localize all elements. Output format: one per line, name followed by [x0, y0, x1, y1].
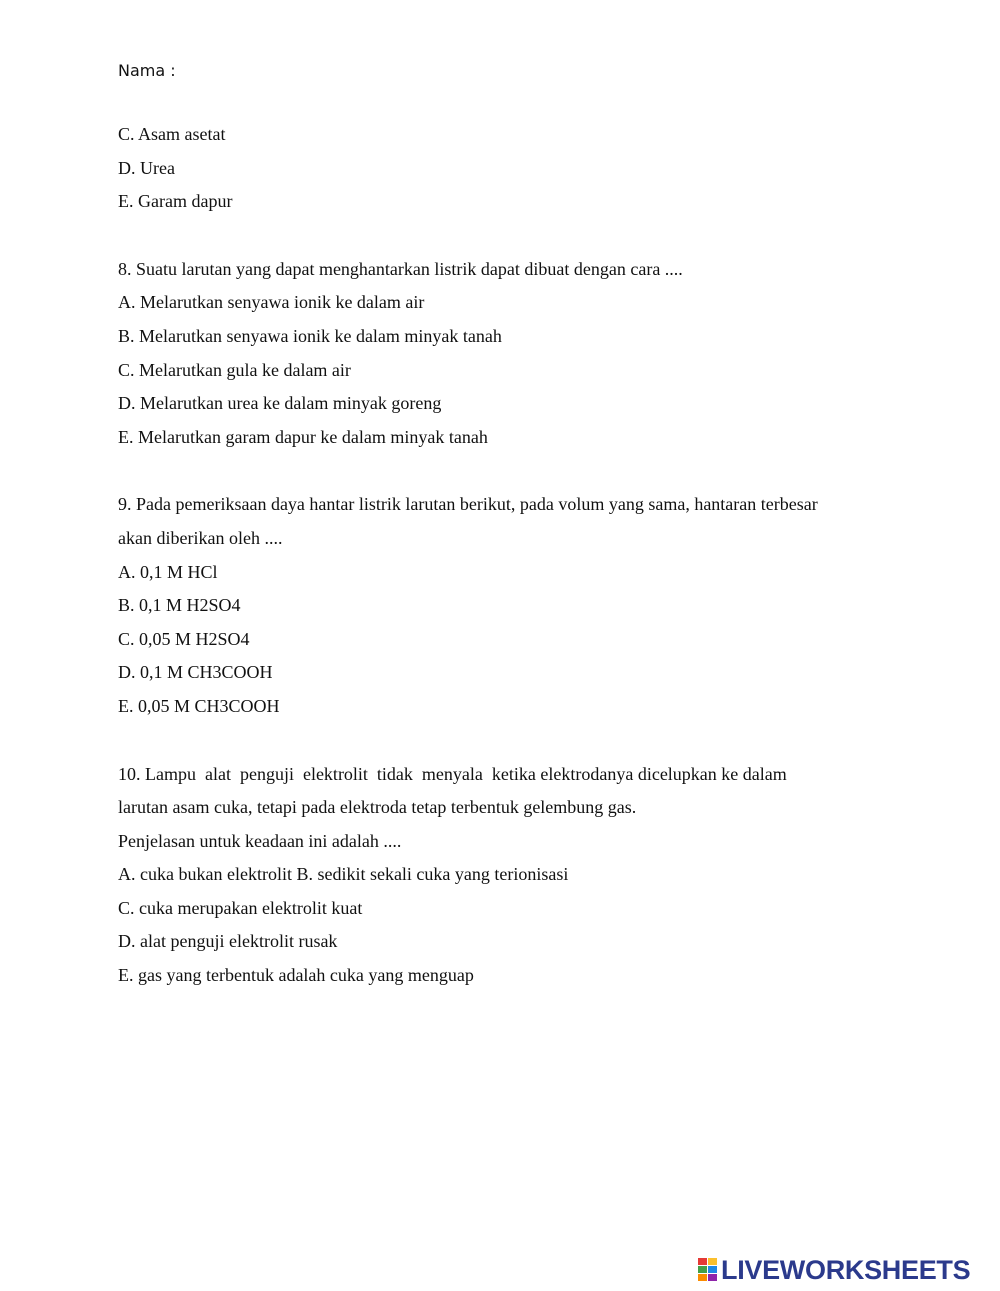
q8-question: 8. Suatu larutan yang dapat menghantarkan listrik dapat dibuat dengan cara ....	[118, 258, 683, 279]
worksheet-content	[118, 118, 898, 993]
liveworksheets-logo	[698, 1257, 970, 1283]
liveworksheets-logo-icon	[698, 1258, 718, 1282]
q7-option-e: E. Garam dapur	[118, 191, 233, 212]
q10-option-a-b: A. cuka bukan elektrolit B. sedikit sekali cuka yang terionisasi	[118, 864, 569, 885]
q7-option-c: C. Asam asetat	[118, 124, 226, 144]
q9-option-c: C. 0,05 M H2SO4	[118, 628, 250, 649]
q10-option-e: E. gas yang terbentuk adalah cuka yang menguap	[118, 965, 474, 986]
q8-option-d: D. Melarutkan urea ke dalam minyak goreng	[118, 393, 442, 414]
q8-option-a: A. Melarutkan senyawa ionik ke dalam air	[118, 292, 425, 313]
q8-option-b: B. Melarutkan senyawa ionik ke dalam minyak tanah	[118, 325, 502, 346]
q10-question-line1: 10. Lampu alat penguji elektrolit tidak menyala ketika elektrodanya dicelupkan ke dalam	[118, 763, 787, 784]
q8-option-c: C. Melarutkan gula ke dalam air	[118, 359, 351, 380]
name-label: Nama :	[118, 61, 176, 80]
q10-question-line2: larutan asam cuka, tetapi pada elektroda tetap terbentuk gelembung gas.	[118, 797, 637, 818]
liveworksheets-logo-text: LIVEWORKSHEETS	[721, 1255, 971, 1285]
q9-option-a: A. 0,1 M HCl	[118, 561, 218, 582]
q10-option-d: D. alat penguji elektrolit rusak	[118, 931, 338, 952]
q8-option-e: E. Melarutkan garam dapur ke dalam minyak tanah	[118, 426, 488, 447]
q9-option-e: E. 0,05 M CH3COOH	[118, 695, 280, 716]
q9-question-line1: 9. Pada pemeriksaan daya hantar listrik larutan berikut, pada volum yang sama, hantaran terbesar	[118, 494, 818, 515]
q9-option-b: B. 0,1 M H2SO4	[118, 595, 241, 616]
q9-option-d: D. 0,1 M CH3COOH	[118, 662, 273, 683]
q7-option-d: D. Urea	[118, 157, 175, 178]
q10-question-line3: Penjelasan untuk keadaan ini adalah ....	[118, 830, 402, 851]
q10-option-c: C. cuka merupakan elektrolit kuat	[118, 897, 363, 918]
q9-question-line2: akan diberikan oleh ....	[118, 527, 283, 548]
